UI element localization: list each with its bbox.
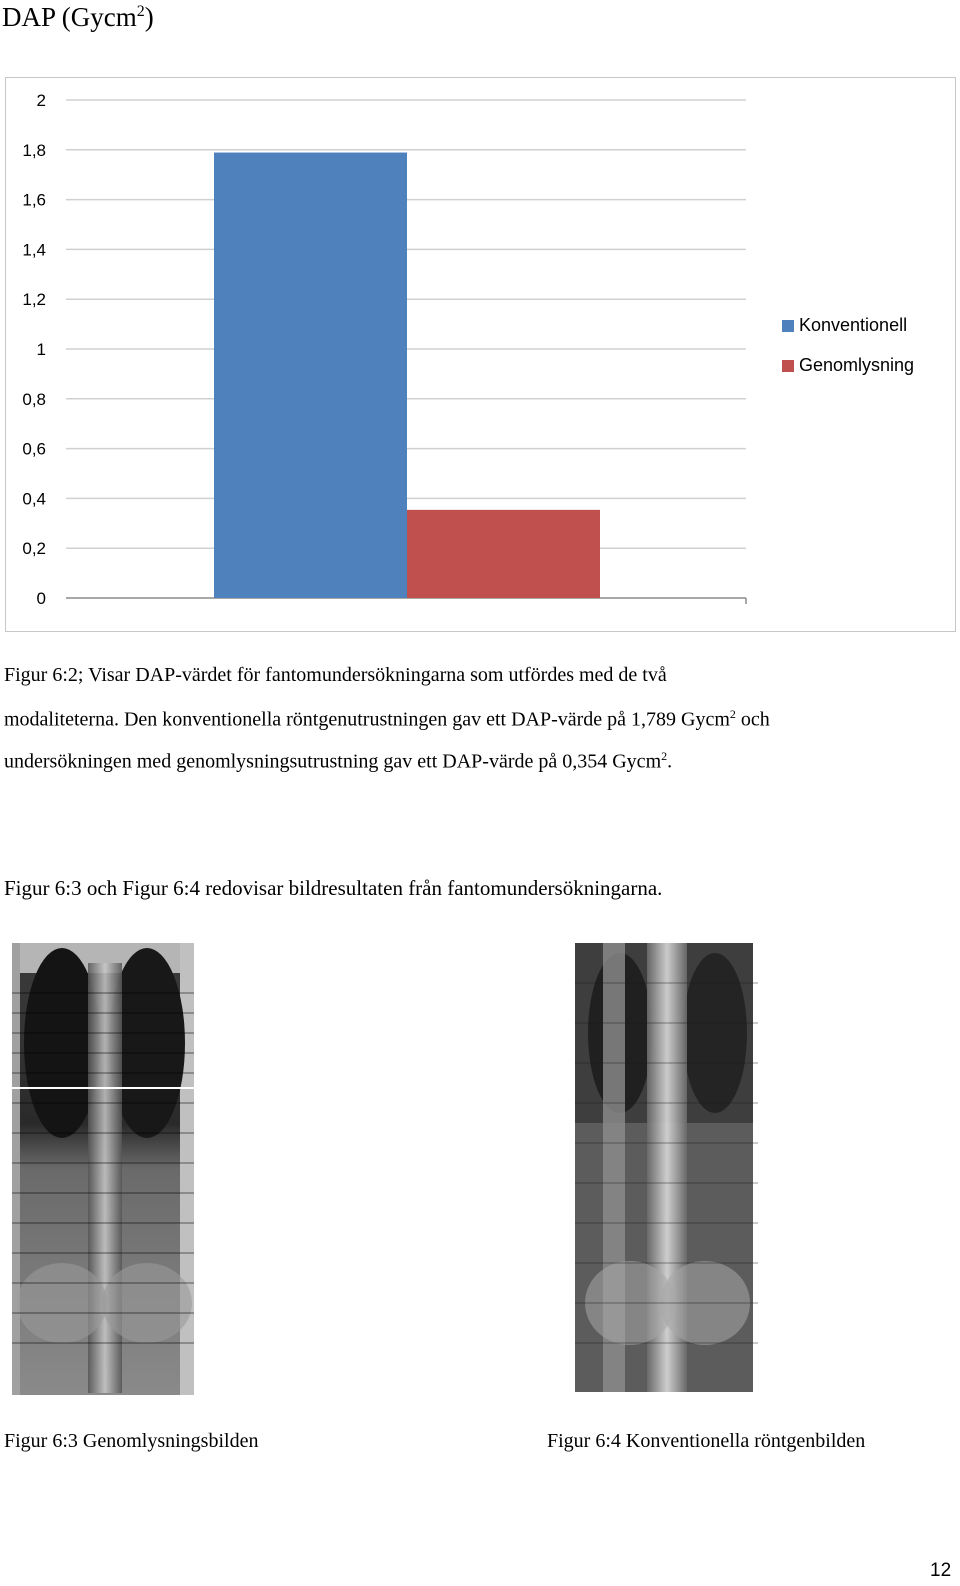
figure-6-2-caption-line-2	[4, 707, 770, 732]
y-tick-label: 0,2	[22, 539, 46, 559]
bar-konventionell	[214, 153, 407, 598]
conventional-xray-graphic	[575, 943, 758, 1392]
conventional-xray-image	[575, 943, 758, 1392]
figure-6-2-caption-line-3	[4, 749, 672, 774]
caption-line-2-text: modaliteterna. Den konventionella röntgenutrustningen gav ett DAP-värde på 1,789 Gycm	[4, 708, 730, 731]
y-tick-label: 1,8	[22, 140, 46, 160]
fluoroscopy-xray-graphic	[12, 943, 194, 1395]
figures-intro-text: Figur 6:3 och Figur 6:4 redovisar bildresultaten från fantomundersökningarna.	[4, 876, 663, 900]
y-tick-label: 2	[36, 91, 46, 110]
legend-label: Genomlysning	[799, 355, 915, 375]
caption-line-3-superscript: 2	[661, 749, 668, 763]
dap-bar-chart	[5, 77, 956, 632]
bar-genomlysning	[407, 510, 600, 598]
y-tick-label: 1,2	[22, 290, 46, 310]
caption-line-3-text: undersökningen med genomlysningsutrustning gav ett DAP-värde på 0,354 Gycm	[4, 750, 662, 773]
fluoroscopy-xray-image	[12, 943, 194, 1395]
legend-swatch	[782, 360, 794, 372]
y-tick-label: 0,8	[22, 389, 46, 409]
heading-text: DAP (Gycm	[2, 2, 137, 32]
y-tick-label: 1,4	[22, 240, 46, 260]
y-tick-label: 0,6	[22, 439, 46, 459]
caption-line-2-superscript: 2	[729, 707, 736, 721]
figure-6-4-caption: Figur 6:4 Konventionella röntgenbilden	[547, 1430, 866, 1452]
y-tick-label: 0	[36, 589, 46, 608]
heading-close: )	[144, 2, 154, 32]
page-heading	[2, 2, 154, 33]
chart-canvas	[6, 78, 954, 630]
caption-line-3-tail: .	[667, 750, 673, 773]
y-tick-label: 0,4	[22, 489, 46, 509]
figure-6-2-caption-line-1: Figur 6:2; Visar DAP-värdet för fantomundersökningarna som utfördes med de två	[4, 664, 667, 686]
y-tick-label: 1,6	[22, 190, 46, 210]
figure-6-3-caption: Figur 6:3 Genomlysningsbilden	[4, 1430, 259, 1452]
caption-line-2-tail: och	[735, 708, 770, 731]
y-tick-label: 1	[36, 340, 46, 359]
heading-superscript: 2	[136, 3, 145, 20]
legend-swatch	[782, 320, 794, 332]
legend-label: Konventionell	[799, 315, 908, 335]
page-number: 12	[930, 1560, 952, 1581]
